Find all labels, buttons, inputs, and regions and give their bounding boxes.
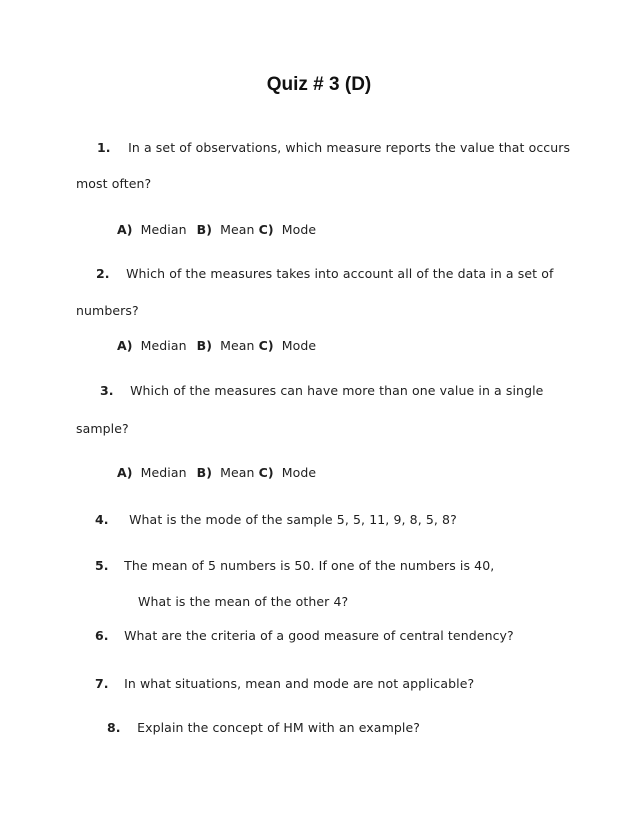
answer-options-1 (117, 222, 316, 237)
option-c-letter: C) (258, 465, 274, 480)
question-number: 4. (95, 512, 109, 527)
question-1 (97, 140, 570, 155)
question-2-continuation: numbers? (76, 303, 139, 318)
question-number: 7. (95, 676, 109, 691)
question-1-continuation: most often? (76, 176, 152, 191)
option-b-text: Mean (220, 222, 255, 237)
question-text: Which of the measures can have more than one value in a single (130, 383, 544, 398)
option-c-text: Mode (281, 338, 317, 353)
question-number: 8. (107, 720, 121, 735)
question-text: What are the criteria of a good measure of central tendency? (124, 628, 514, 643)
question-2 (96, 266, 553, 281)
question-6 (95, 628, 514, 643)
question-number: 1. (97, 140, 111, 155)
answer-options-2 (117, 338, 316, 353)
question-4 (95, 512, 457, 527)
question-8 (107, 720, 420, 735)
option-b-letter: B) (196, 222, 213, 237)
option-b-text: Mean (220, 465, 255, 480)
question-text: Explain the concept of HM with an example? (137, 720, 420, 735)
question-number: 6. (95, 628, 109, 643)
option-a-letter: A) (117, 465, 133, 480)
option-a-text: Median (140, 338, 187, 353)
option-b-letter: B) (196, 465, 213, 480)
question-text: The mean of 5 numbers is 50. If one of the numbers is 40, (124, 558, 495, 573)
question-text: In what situations, mean and mode are not applicable? (124, 676, 475, 691)
page-title: Quiz # 3 (D) (266, 74, 372, 95)
question-3-continuation: sample? (76, 421, 129, 436)
question-text: What is the mode of the sample 5, 5, 11, 9, 8, 5, 8? (129, 512, 457, 527)
option-b-text: Mean (220, 338, 255, 353)
question-3 (100, 383, 543, 398)
option-c-text: Mode (281, 465, 317, 480)
question-text: Which of the measures takes into account all of the data in a set of (126, 266, 554, 281)
question-number: 3. (100, 383, 114, 398)
question-7 (95, 676, 474, 691)
option-a-letter: A) (117, 222, 133, 237)
option-c-text: Mode (281, 222, 317, 237)
option-c-letter: C) (258, 222, 274, 237)
option-a-letter: A) (117, 338, 133, 353)
option-b-letter: B) (196, 338, 213, 353)
question-number: 5. (95, 558, 109, 573)
answer-options-3 (117, 465, 316, 480)
question-5-continuation: What is the mean of the other 4? (138, 594, 349, 609)
question-5 (95, 558, 494, 573)
option-a-text: Median (140, 465, 187, 480)
option-a-text: Median (140, 222, 187, 237)
option-c-letter: C) (258, 338, 274, 353)
question-text: In a set of observations, which measure reports the value that occurs (128, 140, 571, 155)
question-number: 2. (96, 266, 110, 281)
